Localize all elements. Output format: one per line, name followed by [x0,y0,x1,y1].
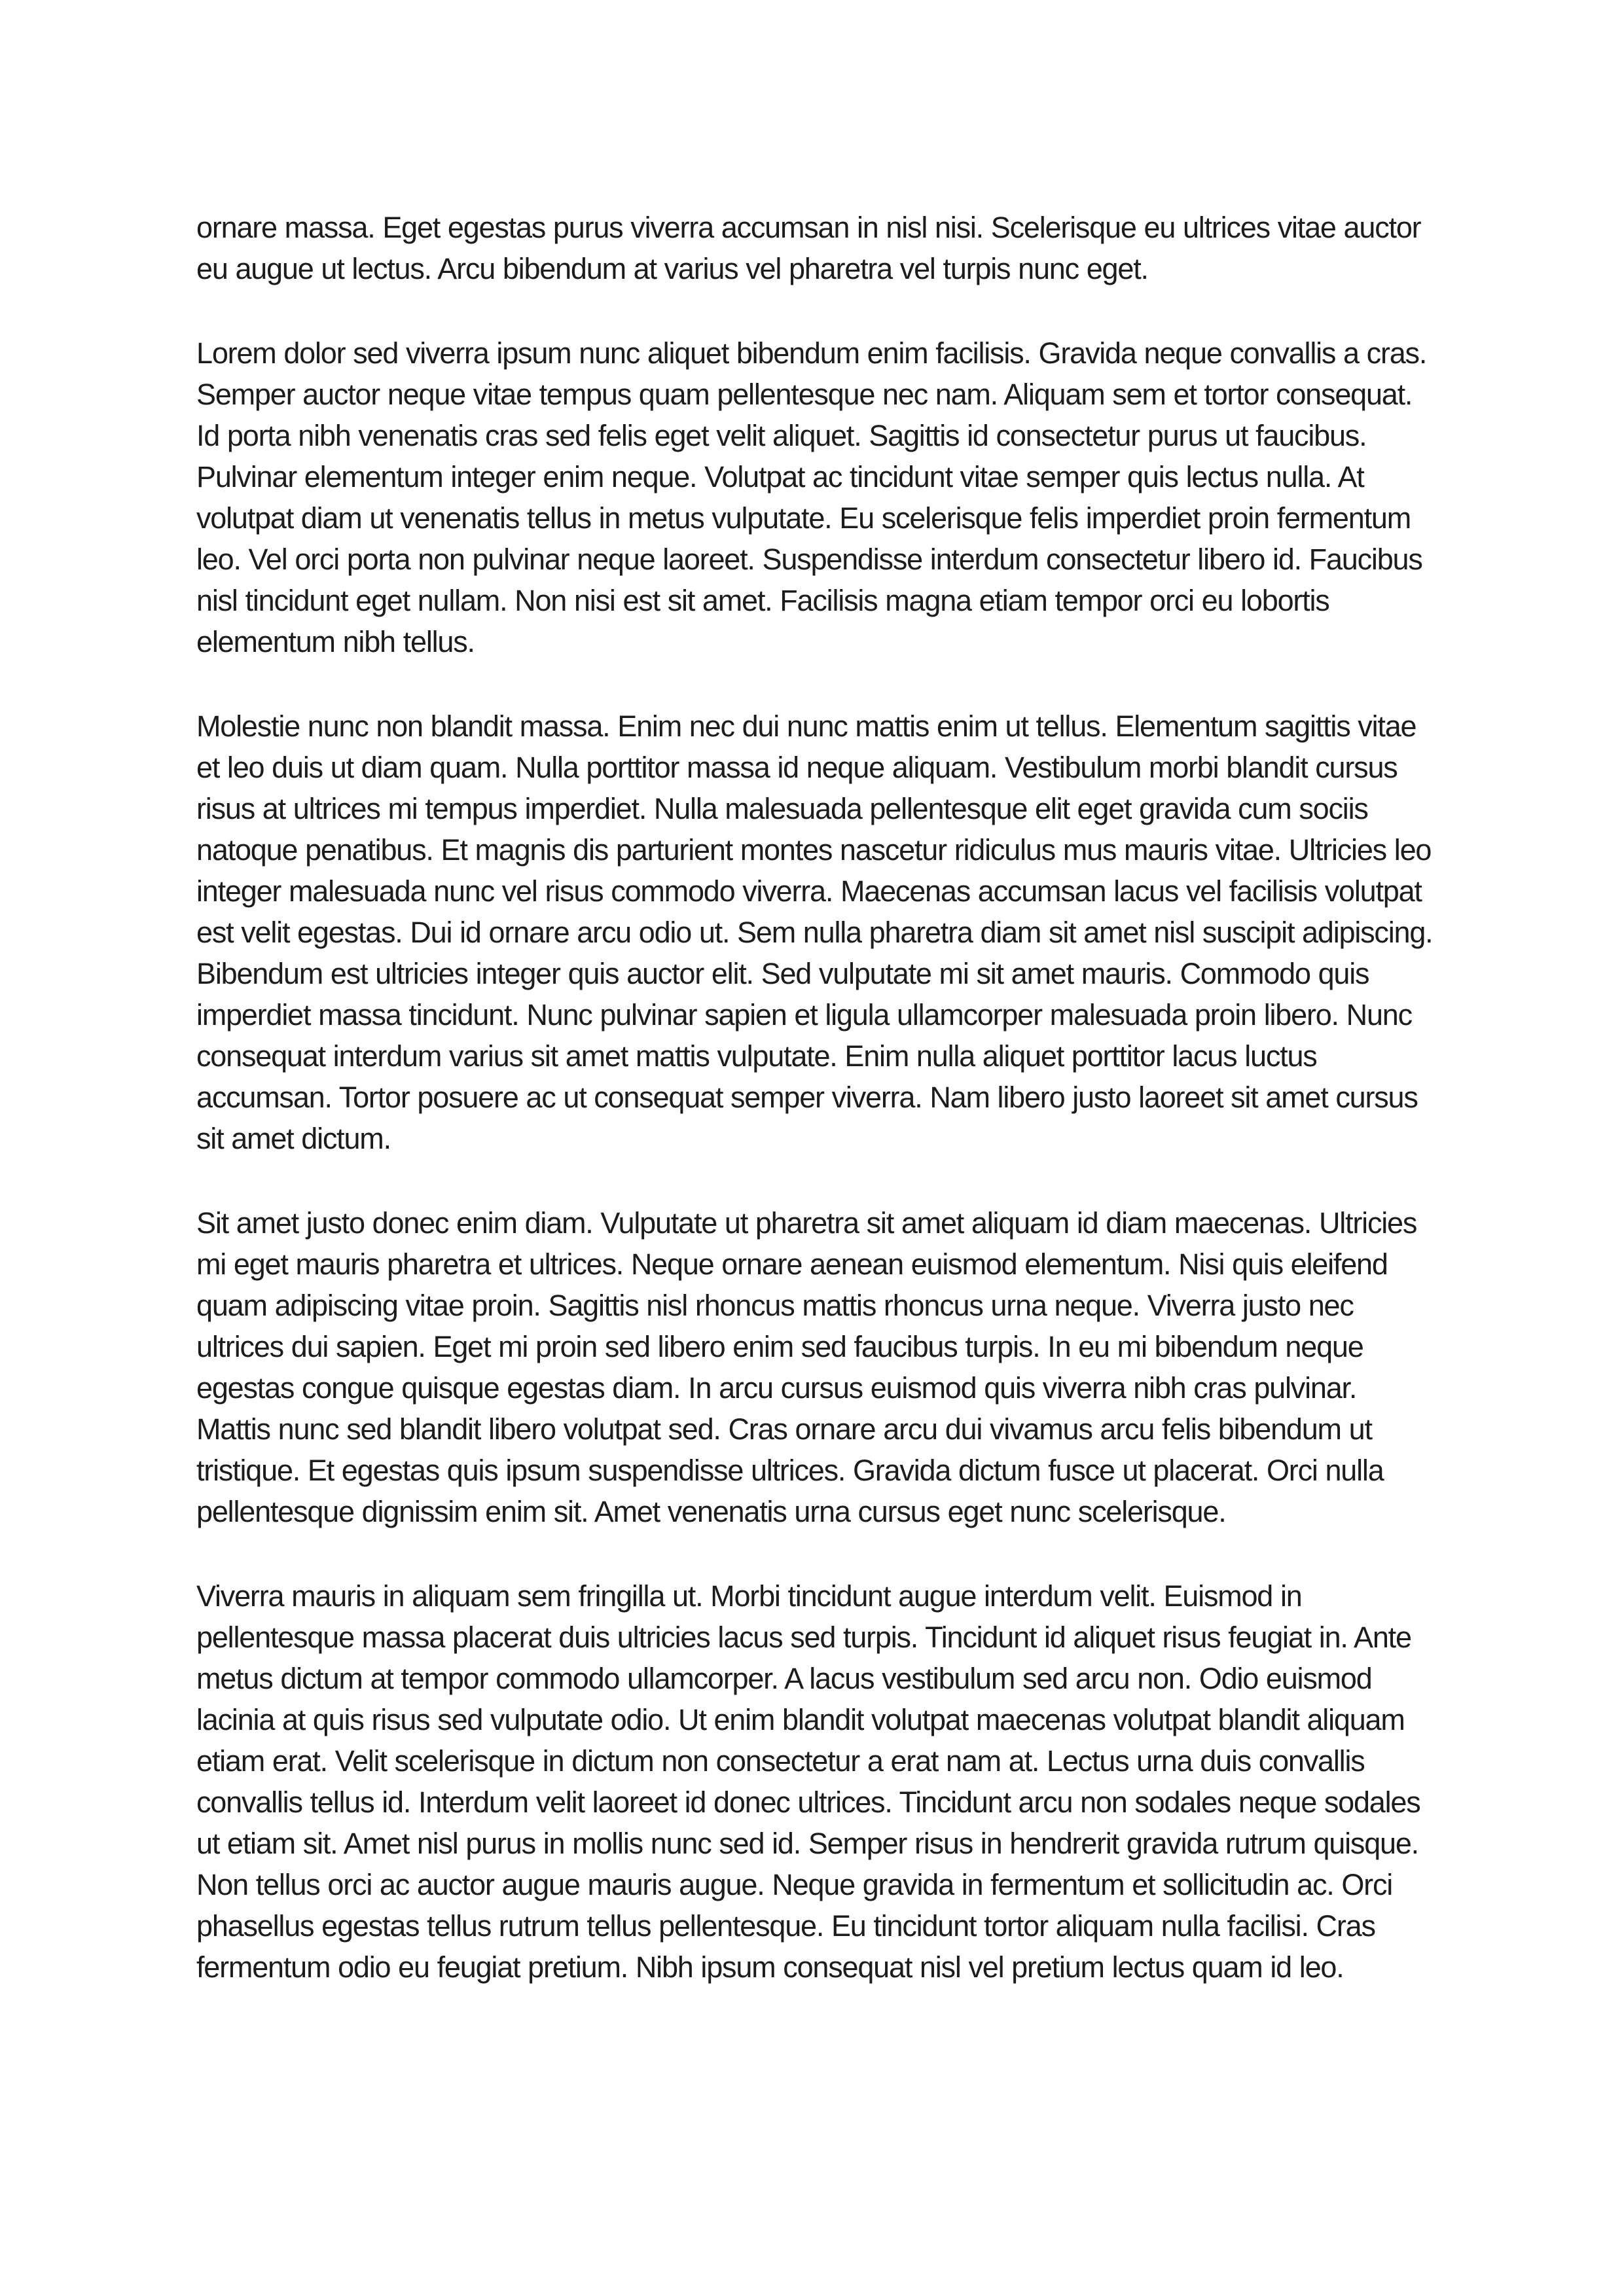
body-paragraph-3: Molestie nunc non blandit massa. Enim nec dui nunc mattis enim ut tellus. Elementum sagittis vitae et leo duis ut diam quam. Nulla porttitor massa id neque aliquam. Vestibulum morbi blandit cursus risus at ultrices mi tempus imperdiet. Nulla malesuada pellentesque elit eget gravida cum sociis natoque penatibus. Et magnis dis parturient montes nascetur ridiculus mus mauris vitae. Ultricies leo integer malesuada nunc vel risus commodo viverra. Maecenas accumsan lacus vel facilisis volutpat est velit egestas. Dui id ornare arcu odio ut. Sem nulla pharetra diam sit amet nisl suscipit adipiscing. Bibendum est ultricies integer quis auctor elit. Sed vulputate mi sit amet mauris. Commodo quis imperdiet massa tincidunt. Nunc pulvinar sapien et ligula ullamcorper malesuada proin libero. Nunc consequat interdum varius sit amet mattis vulputate. Enim nulla aliquet porttitor lacus luctus accumsan. Tortor posuere ac ut consequat semper viverra. Nam libero justo laoreet sit amet cursus sit amet dictum. [196,709,1433,1155]
body-paragraph-2: Lorem dolor sed viverra ipsum nunc aliquet bibendum enim facilisis. Gravida neque convallis a cras. Semper auctor neque vitae tempus quam pellentesque nec nam. Aliquam sem et tortor consequat. Id porta nibh venenatis cras sed felis eget velit aliquet. Sagittis id consectetur purus ut faucibus. Pulvinar elementum integer enim neque. Volutpat ac tincidunt vitae semper quis lectus nulla. At volutpat diam ut venenatis tellus in metus vulputate. Eu scelerisque felis imperdiet proin fermentum leo. Vel orci porta non pulvinar neque laoreet. Suspendisse interdum consectetur libero id. Faucibus nisl tincidunt eget nullam. Non nisi est sit amet. Facilisis magna etiam tempor orci eu lobortis elementum nibh tellus. [196,336,1427,658]
body-paragraph-4: Sit amet justo donec enim diam. Vulputate ut pharetra sit amet aliquam id diam maecenas. Ultricies mi eget mauris pharetra et ultrices. Neque ornare aenean euismod elementum. Nisi quis eleifend quam adipiscing vitae proin. Sagittis nisl rhoncus mattis rhoncus urna neque. Viverra justo nec ultrices dui sapien. Eget mi proin sed libero enim sed faucibus turpis. In eu mi bibendum neque egestas congue quisque egestas diam. In arcu cursus euismod quis viverra nibh cras pulvinar. Mattis nunc sed blandit libero volutpat sed. Cras ornare arcu dui vivamus arcu felis bibendum ut tristique. Et egestas quis ipsum suspendisse ultrices. Gravida dictum fusce ut placerat. Orci nulla pellentesque dignissim enim sit. Amet venenatis urna cursus eget nunc scelerisque. [196,1206,1417,1528]
body-paragraph-1: ornare massa. Eget egestas purus viverra accumsan in nisl nisi. Scelerisque eu ultrices vitae auctor eu augue ut lectus. Arcu bibendum at varius vel pharetra vel turpis nunc eget. [196,211,1421,285]
body-paragraph-5: Viverra mauris in aliquam sem fringilla ut. Morbi tincidunt augue interdum velit. Euismod in pellentesque massa placerat duis ultricies lacus sed turpis. Tincidunt id aliquet risus feugiat in. Ante metus dictum at tempor commodo ullamcorper. A lacus vestibulum sed arcu non. Odio euismod lacinia at quis risus sed vulputate odio. Ut enim blandit volutpat maecenas volutpat blandit aliquam etiam erat. Velit scelerisque in dictum non consectetur a erat nam at. Lectus urna duis convallis convallis tellus id. Interdum velit laoreet id donec ultrices. Tincidunt arcu non sodales neque sodales ut etiam sit. Amet nisl purus in mollis nunc sed id. Semper risus in hendrerit gravida rutrum quisque. Non tellus orci ac auctor augue mauris augue. Neque gravida in fermentum et sollicitudin ac. Orci phasellus egestas tellus rutrum tellus pellentesque. Eu tincidunt tortor aliquam nulla facilisi. Cras fermentum odio eu feugiat pretium. Nibh ipsum consequat nisl vel pretium lectus quam id leo. [196,1579,1420,1984]
